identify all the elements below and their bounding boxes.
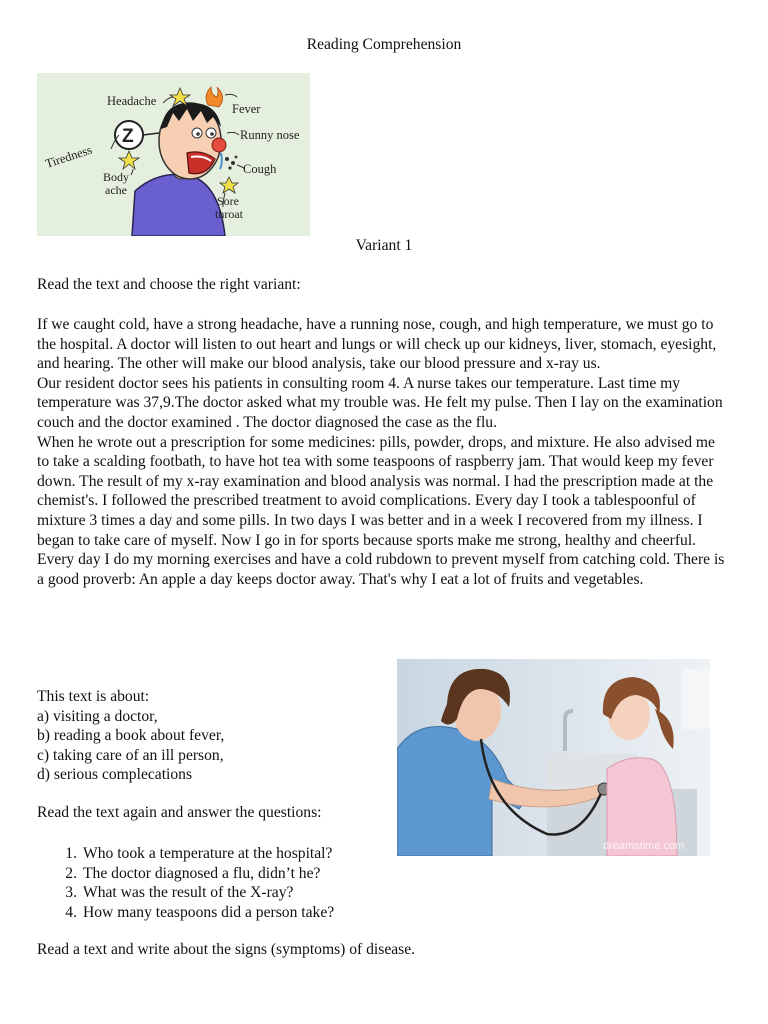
body-ache-label-line2: ache	[105, 183, 127, 197]
fever-label: Fever	[232, 102, 261, 116]
body-ache-label-line1: Body	[103, 170, 130, 184]
sore-throat-label-line2: throat	[215, 207, 243, 221]
variant-heading: Variant 1	[355, 237, 413, 254]
passage-paragraph: If we caught cold, have a strong headache, have a running nose, cough, and high temperature, we must go to the hospital. A doctor will listen to out heart and lungs or will check up our kidneys, liver, stomach, eyesight, and hearing. The other will make our blood analysis, take our blood pressure and x-ray us.	[37, 316, 717, 373]
question-text: What was the result of the X-ray?	[83, 884, 294, 902]
sick-person-illustration	[37, 73, 310, 236]
question-number: 1.	[65, 845, 77, 862]
quiz-option: b) reading a book about fever,	[37, 727, 225, 745]
doctor-examining-girl-photo	[397, 659, 710, 856]
quiz-question: This text is about:	[37, 688, 150, 705]
question-item	[37, 903, 334, 923]
question-item	[37, 844, 334, 864]
question-number: 2.	[65, 864, 77, 882]
cough-label: Cough	[243, 162, 277, 176]
question-number: 3.	[65, 884, 77, 902]
passage-paragraph: When he wrote out a prescription for some medicines: pills, powder, drops, and mixture. He also advised me to take a scalding footbath, to have hot tea with some teaspoons of raspberry jam. That would keep my fever down. The result of my x-ray examination and blood analysis was normal. I had the prescription made at the chemist's. I followed the prescribed treatment to avoid complications. Every day I took a tablespoonful of mixture 3 times a day and some pills. In two days I was better and in a week I recovered from my illness. I began to take care of myself. Now I go in for sports because sports make me strong, healthy and cheerful. Every day I do my morning exercises and have a cold rubdown to prevent myself from catching cold. There is a good proverb: An apple a day keeps doctor away. That's why I eat a lot of fruits and vegetables.	[37, 433, 725, 588]
quiz-option: a) visiting a doctor,	[37, 707, 158, 725]
instruction-text: Read the text and choose the right variant:	[37, 276, 301, 293]
reread-instruction: Read the text again and answer the questions:	[37, 804, 322, 821]
photo-watermark: dreamstime.com	[603, 840, 685, 852]
question-item	[37, 864, 334, 884]
multiple-choice-question	[37, 687, 377, 785]
page-title: Reading Comprehension	[306, 36, 462, 53]
question-list	[37, 844, 334, 922]
sleep-z-label: Z	[122, 126, 134, 147]
question-text: How many teaspoons did a person take?	[83, 903, 335, 921]
passage-paragraph: Our resident doctor sees his patients in consulting room 4. A nurse takes our temperature. Last time my temperature was 37,9.The doctor asked what my trouble was. He felt my pulse. Then I lay on the examination couch and the doctor examined . The doctor diagnosed the case as the flu.	[37, 374, 723, 431]
sore-throat-label-line1: Sore	[217, 194, 239, 208]
final-task: Read a text and write about the signs (symptoms) of disease.	[37, 941, 416, 958]
quiz-option: d) serious complecations	[37, 766, 193, 784]
question-text: Who took a temperature at the hospital?	[83, 845, 333, 862]
quiz-option: c) taking care of an ill person,	[37, 746, 224, 764]
question-text: The doctor diagnosed a flu, didn’t he?	[83, 864, 321, 882]
reading-passage	[37, 315, 729, 589]
headache-label: Headache	[107, 94, 157, 108]
runny-nose-label: Runny nose	[240, 128, 300, 142]
question-item	[37, 883, 334, 903]
tiredness-label: Tiredness	[43, 142, 94, 171]
question-number: 4.	[65, 903, 77, 921]
